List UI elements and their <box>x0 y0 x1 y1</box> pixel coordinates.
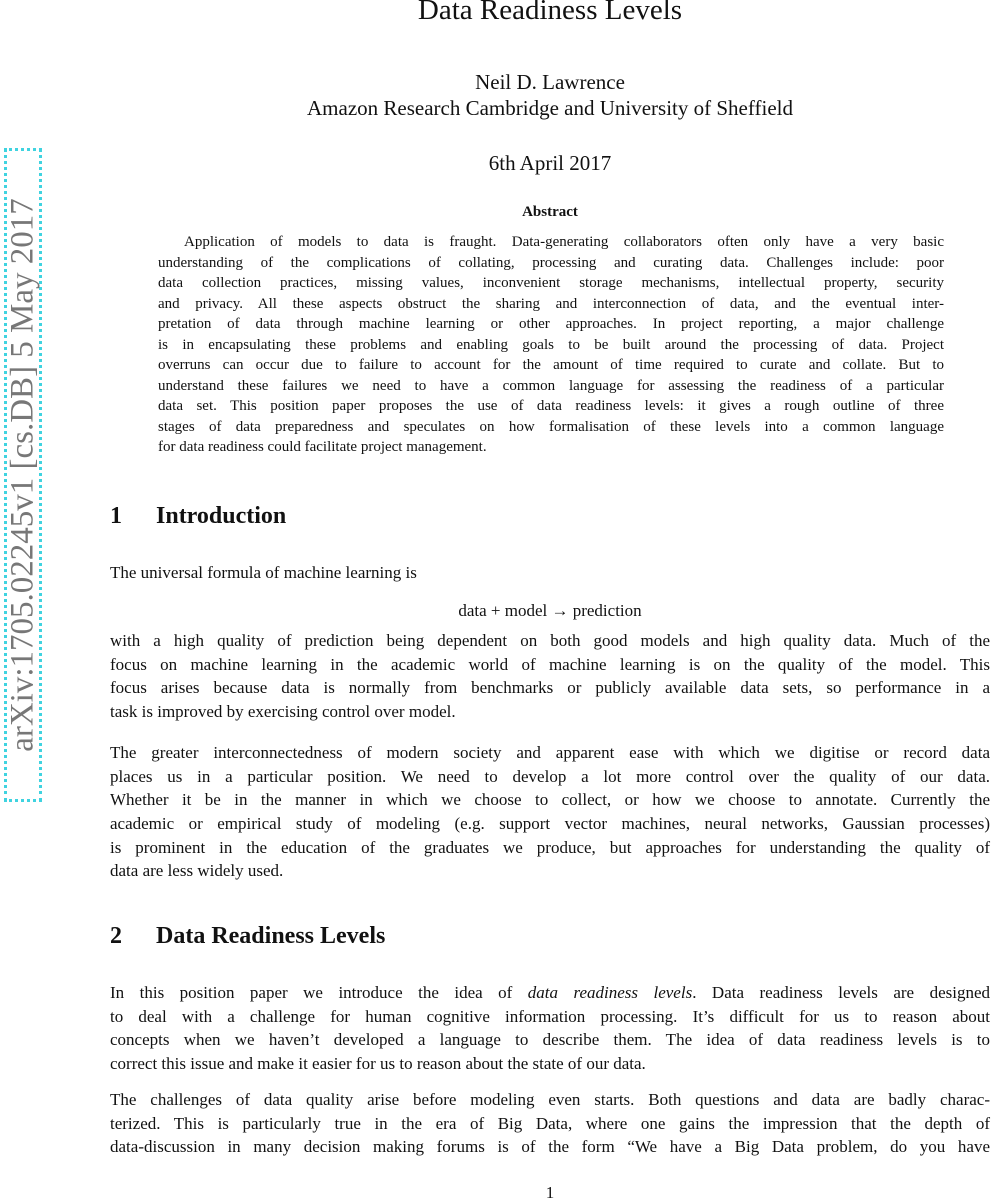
paragraph <box>110 629 990 724</box>
section-heading-data-readiness-levels <box>110 923 385 950</box>
text-line: academic or empirical study of modeling (e.g. support vector machines, neural networks, Gaussian processes) <box>110 814 990 834</box>
text-line: The greater interconnectedness of modern society and apparent ease with which we digitise or record data <box>110 743 990 762</box>
text-line: correct this issue and make it easier for us to reason about the state of our data. <box>110 1054 646 1074</box>
text-line: data collection practices, missing values, inconvenient storage mechanisms, intellectual property, security <box>158 275 944 291</box>
arxiv-identifier: arXiv:1705.02245v1 [cs.DB] 5 May 2017 <box>4 198 41 752</box>
section-title: Data Readiness Levels <box>156 923 386 949</box>
paragraph <box>110 1088 990 1159</box>
author-affiliation: Amazon Research Cambridge and University of Sheffield <box>307 96 793 120</box>
text-line: data are less widely used. <box>110 861 284 881</box>
paragraph-lines <box>110 1005 990 1076</box>
text-line: understand these failures we need to have a common language for assessing the readiness of a particular <box>158 377 944 394</box>
emphasis: data readiness levels <box>527 983 693 1002</box>
abstract-body <box>158 232 944 458</box>
text-line: focus on machine learning in the academic world of machine learning is on the quality of the model. This <box>110 654 990 674</box>
text-line: stages of data preparedness and speculates on how formalisation of these levels into a common language <box>158 418 944 435</box>
text-line: overruns can occur due to failure to account for the amount of time required to curate and collate. But to <box>158 357 944 373</box>
paper-title: Data Readiness Levels <box>417 0 683 26</box>
intro-line <box>110 561 990 585</box>
text-line: task is improved by exercising control over model. <box>110 702 456 722</box>
text-line: is prominent in the education of the graduates we produce, but approaches for understanding the quality of <box>110 837 990 857</box>
section-heading-introduction <box>110 503 286 530</box>
text-line: understanding of the complications of collating, processing and curating data. Challenges include: poor <box>158 254 944 271</box>
text-line: to deal with a challenge for human cognitive information processing. It’s difficult for us to reason about <box>110 1006 990 1026</box>
section-number: 2 <box>110 923 122 949</box>
text-line: and privacy. All these aspects obstruct the sharing and interconnection of data, and the eventual inter- <box>158 295 944 312</box>
paragraph <box>110 981 990 1076</box>
text-line: The challenges of data quality arise before modeling even starts. Both questions and data are badly charac- <box>110 1090 990 1109</box>
text-line: Whether it be in the manner in which we choose to collect, or how we choose to annotate. Currently the <box>110 790 990 810</box>
text-line <box>110 981 990 1005</box>
text-line: is in encapsulating these problems and enabling goals to be built around the processing of data. Project <box>158 336 944 353</box>
text-line: focus arises because data is normally from benchmarks or publicly available data sets, so performance in a <box>110 678 990 698</box>
text-line: pretation of data through machine learning or other approaches. In project reporting, a major challenge <box>158 316 944 332</box>
text-line: places us in a particular position. We need to develop a lot more control over the quality of our data. <box>110 766 990 786</box>
section-title: Introduction <box>156 503 287 529</box>
text-line: Application of models to data is fraught. Data-generating collaborators often only have a very basic <box>184 234 944 250</box>
text-line: terized. This is particularly true in the era of Big Data, where one gains the impression that the depth of <box>110 1113 990 1133</box>
text-span: . Data readiness levels are designed <box>692 983 990 1002</box>
text-line: The universal formula of machine learning is <box>110 563 417 582</box>
abstract-heading: Abstract <box>522 204 578 220</box>
arxiv-stamp <box>4 148 42 802</box>
text-line: data set. This position paper proposes the use of data readiness levels: it gives a rough outline of three <box>158 398 944 414</box>
paragraph <box>110 741 990 883</box>
text-line: concepts when we haven’t developed a language to describe them. The idea of data readiness levels is to <box>110 1030 990 1050</box>
text-line: data-discussion in many decision making forums is of the form “We have a Big Data problem, do you have <box>110 1137 990 1157</box>
text-line: with a high quality of prediction being dependent on both good models and high quality data. Much of the <box>110 631 990 650</box>
section-number: 1 <box>110 503 122 529</box>
page-number: 1 <box>545 1183 555 1202</box>
text-span: In this position paper we introduce the idea of <box>110 983 528 1002</box>
author-name: Neil D. Lawrence <box>475 70 625 94</box>
paper-date: 6th April 2017 <box>488 151 612 175</box>
text-line: for data readiness could facilitate project management. <box>158 439 487 455</box>
equation: data + model → prediction <box>458 601 642 620</box>
